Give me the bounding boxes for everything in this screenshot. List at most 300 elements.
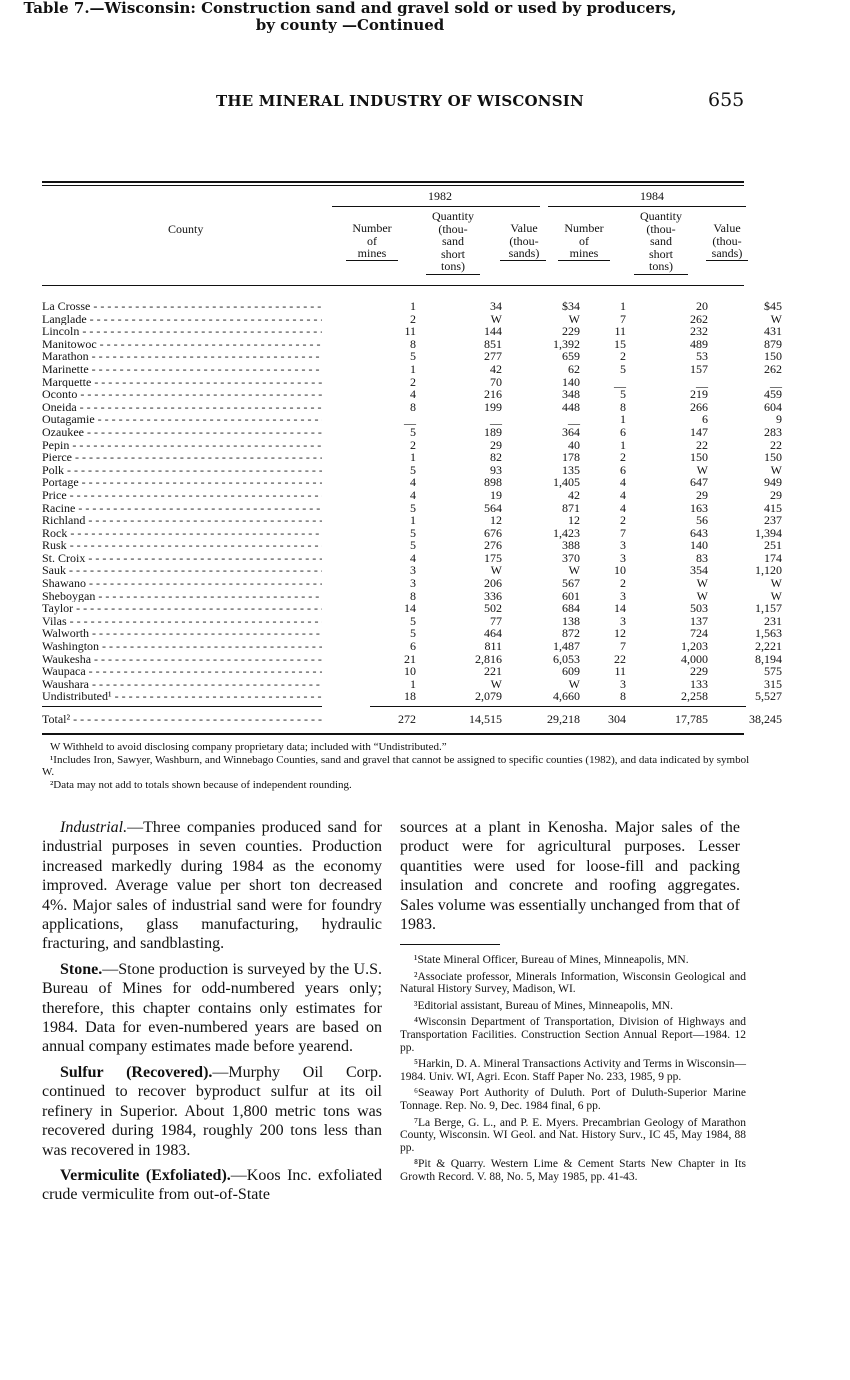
cell-quantity-1984: 489 bbox=[690, 336, 708, 351]
total-value-1984: 38,245 bbox=[749, 712, 782, 726]
cell-quantity-1982: 93 bbox=[490, 462, 502, 477]
cell-quantity-1982: 175 bbox=[484, 550, 502, 565]
cell-quantity-1984: 643 bbox=[690, 525, 708, 540]
cell-value-1984: $45 bbox=[764, 299, 782, 313]
cell-county: Marquette - - - bbox=[42, 376, 322, 389]
table-row bbox=[42, 462, 782, 477]
total-rule-values bbox=[370, 706, 746, 707]
total-mines-1982: 272 bbox=[398, 712, 416, 726]
table-row bbox=[42, 437, 782, 452]
cell-county: Polk - - - bbox=[42, 464, 322, 477]
cell-county: Waushara - - - bbox=[42, 678, 322, 691]
cell-mines-1984: 14 bbox=[614, 601, 626, 616]
cell-value-1984: 415 bbox=[764, 500, 782, 515]
total-value-1982: 29,218 bbox=[547, 712, 580, 726]
cell-value-1982: 1,405 bbox=[553, 475, 580, 490]
cell-county: Portage - - - bbox=[42, 476, 322, 489]
table-row bbox=[42, 412, 782, 427]
cell-mines-1982: 3 bbox=[410, 576, 416, 591]
cell-value-1982: W bbox=[568, 563, 580, 578]
cell-quantity-1984: __ bbox=[696, 374, 708, 389]
cell-mines-1982: 8 bbox=[410, 399, 416, 414]
cell-quantity-1982: 898 bbox=[484, 475, 502, 490]
cell-county: Undistributed¹ - - - bbox=[42, 690, 322, 703]
cell-quantity-1984: 232 bbox=[690, 324, 708, 339]
vermiculite-heading: Vermiculite (Exfoliated). bbox=[60, 1166, 231, 1184]
body-column-right bbox=[400, 818, 740, 934]
total-row bbox=[42, 712, 782, 727]
cell-quantity-1982: 189 bbox=[484, 424, 502, 439]
header-bottom-rule bbox=[42, 285, 744, 286]
table-body bbox=[42, 299, 782, 704]
cell-quantity-1982: 144 bbox=[484, 324, 502, 339]
footnote-4: ⁴Wisconsin Department of Transportation, Division of Highways and Transportation Facilities. Construction Section Annual Report—1984. 12 pp. bbox=[400, 1016, 746, 1054]
cell-mines-1984: 7 bbox=[620, 525, 626, 540]
cell-value-1982: 601 bbox=[562, 588, 580, 603]
cell-county: Lincoln - - - bbox=[42, 325, 322, 338]
cell-value-1984: W bbox=[770, 588, 782, 603]
cell-mines-1984: 8 bbox=[620, 689, 626, 704]
cell-mines-1982: 5 bbox=[410, 538, 416, 553]
cell-mines-1982: __ bbox=[404, 412, 416, 427]
cell-mines-1984: 10 bbox=[614, 563, 626, 578]
table-row bbox=[42, 299, 782, 313]
cell-mines-1982: 4 bbox=[410, 487, 416, 502]
cell-mines-1984: 8 bbox=[620, 399, 626, 414]
total-mines-1984: 304 bbox=[608, 712, 626, 726]
cell-county: Waupaca - - - bbox=[42, 665, 322, 678]
cell-quantity-1982: 216 bbox=[484, 387, 502, 402]
table-note-1: ¹Includes Iron, Sawyer, Washburn, and Winnebago Counties, sand and gravel that cannot be assigned to specific counties (1982), and data indicated by symbol W. bbox=[42, 753, 750, 779]
cell-mines-1982: 5 bbox=[410, 462, 416, 477]
table-notes bbox=[42, 741, 750, 791]
cell-mines-1984: 3 bbox=[620, 538, 626, 553]
cell-quantity-1984: 137 bbox=[690, 613, 708, 628]
cell-value-1984: 29 bbox=[770, 487, 782, 502]
cell-quantity-1984: 83 bbox=[696, 550, 708, 565]
cell-value-1984: 9 bbox=[776, 412, 782, 427]
cell-quantity-1984: 147 bbox=[690, 424, 708, 439]
cell-mines-1984: 4 bbox=[620, 487, 626, 502]
cell-mines-1984: 6 bbox=[620, 462, 626, 477]
table-row bbox=[42, 374, 782, 389]
cell-mines-1982: 18 bbox=[404, 689, 416, 704]
cell-value-1982: 871 bbox=[562, 500, 580, 515]
cell-mines-1984: 15 bbox=[614, 336, 626, 351]
cell-value-1982: 1,487 bbox=[553, 639, 580, 654]
cell-mines-1982: 3 bbox=[410, 563, 416, 578]
cell-value-1982: 684 bbox=[562, 601, 580, 616]
cell-mines-1984: 2 bbox=[620, 450, 626, 465]
cell-quantity-1984: 229 bbox=[690, 664, 708, 679]
cell-mines-1982: 5 bbox=[410, 500, 416, 515]
total-quantity-1982: 14,515 bbox=[469, 712, 502, 726]
cell-value-1984: W bbox=[770, 576, 782, 591]
table-row bbox=[42, 563, 782, 578]
cell-mines-1984: 4 bbox=[620, 500, 626, 515]
cell-quantity-1984: 157 bbox=[690, 361, 708, 376]
cell-value-1982: 12 bbox=[568, 513, 580, 528]
table-row bbox=[42, 399, 782, 414]
cell-quantity-1982: 221 bbox=[484, 664, 502, 679]
cell-value-1982: 4,660 bbox=[553, 689, 580, 704]
cell-value-1984: 604 bbox=[764, 399, 782, 414]
table-row bbox=[42, 324, 782, 339]
year-header-1982: 1982 bbox=[428, 189, 452, 203]
cell-value-1984: 431 bbox=[764, 324, 782, 339]
footnotes bbox=[400, 954, 746, 1188]
cell-quantity-1982: 34 bbox=[490, 299, 502, 313]
cell-county: Rock - - - bbox=[42, 527, 322, 540]
cell-value-1984: 283 bbox=[764, 424, 782, 439]
cell-mines-1982: 2 bbox=[410, 437, 416, 452]
cell-mines-1984: 1 bbox=[620, 299, 626, 313]
cell-mines-1984: 7 bbox=[620, 639, 626, 654]
cell-county: La Crosse - - - bbox=[42, 300, 322, 313]
table-row bbox=[42, 639, 782, 654]
col-rule-mines-1982 bbox=[346, 260, 398, 261]
table-row bbox=[42, 513, 782, 528]
footnote-1: ¹State Mineral Officer, Bureau of Mines, Minneapolis, MN. bbox=[414, 954, 689, 966]
cell-quantity-1982: 77 bbox=[490, 613, 502, 628]
cell-county: Oconto - - - bbox=[42, 388, 322, 401]
cell-quantity-1984: 56 bbox=[696, 513, 708, 528]
cell-mines-1982: 5 bbox=[410, 525, 416, 540]
cell-quantity-1984: 140 bbox=[690, 538, 708, 553]
total-rule-county bbox=[42, 706, 322, 707]
table-row bbox=[42, 361, 782, 376]
page-number: 655 bbox=[708, 89, 745, 111]
cell-county: Rusk - - - bbox=[42, 539, 322, 552]
body-column-left bbox=[42, 818, 382, 1205]
cell-quantity-1984: 262 bbox=[690, 311, 708, 326]
cell-quantity-1982: 2,816 bbox=[475, 651, 502, 666]
cell-quantity-1984: W bbox=[696, 576, 708, 591]
cell-mines-1982: 14 bbox=[404, 601, 416, 616]
cell-county: Vilas - - - bbox=[42, 615, 322, 628]
cell-value-1984: W bbox=[770, 311, 782, 326]
cell-mines-1984: 22 bbox=[614, 651, 626, 666]
cell-county: Marathon - - - bbox=[42, 350, 322, 363]
cell-county: Waukesha - - - bbox=[42, 653, 322, 666]
table-top-rule-thin bbox=[42, 185, 744, 186]
cell-quantity-1984: 724 bbox=[690, 626, 708, 641]
cell-value-1982: 609 bbox=[562, 664, 580, 679]
cell-value-1982: W bbox=[568, 676, 580, 691]
table-row bbox=[42, 626, 782, 641]
table-row bbox=[42, 336, 782, 351]
cell-mines-1982: 8 bbox=[410, 588, 416, 603]
year-1982-rule bbox=[332, 206, 540, 207]
cell-quantity-1982: 82 bbox=[490, 450, 502, 465]
cell-mines-1982: 1 bbox=[410, 513, 416, 528]
col-rule-quantity-1984 bbox=[634, 274, 688, 275]
cell-quantity-1984: W bbox=[696, 588, 708, 603]
cell-quantity-1982: 12 bbox=[490, 513, 502, 528]
cell-county: Richland - - - bbox=[42, 514, 322, 527]
cell-value-1984: 262 bbox=[764, 361, 782, 376]
cell-mines-1984: 5 bbox=[620, 361, 626, 376]
cell-mines-1982: 4 bbox=[410, 475, 416, 490]
stone-heading: Stone. bbox=[60, 960, 103, 978]
cell-value-1982: 364 bbox=[562, 424, 580, 439]
cell-value-1984: 150 bbox=[764, 450, 782, 465]
cell-mines-1984: 1 bbox=[620, 412, 626, 427]
cell-quantity-1982: 277 bbox=[484, 349, 502, 364]
cell-value-1984: __ bbox=[770, 374, 782, 389]
cell-county: Walworth - - - bbox=[42, 627, 322, 640]
county-header: County bbox=[168, 222, 204, 236]
paragraph-sulfur: Sulfur (Recovered).—Murphy Oil Corp. continued to recover byproduct sulfur at its oil refinery in Superior. About 1,800 metric tons was recovered during 1984, roughly 200 tons less than was recovered in 1983. bbox=[42, 1063, 382, 1159]
table-title-line-2: by county —Continued bbox=[255, 16, 445, 34]
cell-mines-1984: 6 bbox=[620, 424, 626, 439]
cell-value-1984: 575 bbox=[764, 664, 782, 679]
cell-mines-1982: 5 bbox=[410, 349, 416, 364]
table-row bbox=[42, 576, 782, 591]
cell-quantity-1984: 22 bbox=[696, 437, 708, 452]
footnote-rule bbox=[400, 944, 500, 945]
cell-quantity-1982: 19 bbox=[490, 487, 502, 502]
cell-value-1984: 315 bbox=[764, 676, 782, 691]
table-row bbox=[42, 311, 782, 326]
cell-mines-1982: 6 bbox=[410, 639, 416, 654]
table-row bbox=[42, 651, 782, 666]
cell-mines-1984: 2 bbox=[620, 349, 626, 364]
cell-mines-1982: 21 bbox=[404, 651, 416, 666]
table-row bbox=[42, 601, 782, 616]
table-row bbox=[42, 387, 782, 402]
cell-mines-1982: 1 bbox=[410, 450, 416, 465]
cell-value-1984: 237 bbox=[764, 513, 782, 528]
cell-quantity-1984: 503 bbox=[690, 601, 708, 616]
table-row bbox=[42, 500, 782, 515]
cell-quantity-1984: 4,000 bbox=[681, 651, 708, 666]
cell-quantity-1984: 133 bbox=[690, 676, 708, 691]
cell-mines-1984: 1 bbox=[620, 437, 626, 452]
cell-value-1982: 138 bbox=[562, 613, 580, 628]
paragraph-vermiculite-continued: sources at a plant in Kenosha. Major sales of the product were for agricultural purposes. Lesser quantities were used for loose-fill and packing insulation and concrete and roofing aggregates. Sales volume was essentially unchanged from that of 1983. bbox=[400, 819, 740, 934]
table-note-w: W Withheld to avoid disclosing company proprietary data; included with “Undistributed.” bbox=[50, 741, 447, 753]
cell-mines-1982: 11 bbox=[404, 324, 416, 339]
cell-quantity-1982: W bbox=[490, 563, 502, 578]
cell-value-1982: 388 bbox=[562, 538, 580, 553]
cell-county: Racine - - - bbox=[42, 502, 322, 515]
table-row bbox=[42, 664, 782, 679]
cell-county: Taylor - - - bbox=[42, 602, 322, 615]
cell-county: Price - - - bbox=[42, 489, 322, 502]
cell-quantity-1982: 336 bbox=[484, 588, 502, 603]
cell-quantity-1982: 276 bbox=[484, 538, 502, 553]
cell-value-1984: 1,394 bbox=[755, 525, 782, 540]
cell-mines-1984: 3 bbox=[620, 588, 626, 603]
cell-mines-1982: 4 bbox=[410, 387, 416, 402]
paragraph-stone: Stone.—Stone production is surveyed by the U.S. Bureau of Mines for odd-numbered years only; therefore, this chapter contains only estimates for 1984. Data for even-numbered years are based on annual company estimates made before yearend. bbox=[42, 960, 382, 1056]
col-rule-mines-1984 bbox=[558, 260, 610, 261]
cell-quantity-1984: 20 bbox=[696, 299, 708, 313]
table-bottom-rule bbox=[42, 733, 744, 735]
col-header-mines-1984: Number of mines bbox=[564, 221, 604, 261]
cell-quantity-1982: 811 bbox=[484, 639, 502, 654]
cell-mines-1982: 2 bbox=[410, 311, 416, 326]
cell-value-1982: 140 bbox=[562, 374, 580, 389]
cell-value-1982: 659 bbox=[562, 349, 580, 364]
table-row bbox=[42, 588, 782, 603]
cell-quantity-1984: 29 bbox=[696, 487, 708, 502]
table-row bbox=[42, 613, 782, 628]
cell-quantity-1982: 206 bbox=[484, 576, 502, 591]
total-label: Total² - - - bbox=[42, 713, 322, 726]
paragraph-industrial: Industrial.—Three companies produced sand for industrial purposes in seven counties. Production increased markedly during 1984 as the economy improved. Average value per short ton decreased 4%. Major sales of industrial sand were for foundry applications, glass manufacturing, hydraulic fracturing, and sandblasting. bbox=[42, 819, 382, 953]
cell-county: Pierce - - - bbox=[42, 451, 322, 464]
cell-value-1982: 40 bbox=[568, 437, 580, 452]
cell-value-1982: 567 bbox=[562, 576, 580, 591]
cell-mines-1982: 5 bbox=[410, 626, 416, 641]
table-row bbox=[42, 450, 782, 465]
cell-mines-1982: 8 bbox=[410, 336, 416, 351]
table-row bbox=[42, 676, 782, 691]
col-rule-quantity-1982 bbox=[426, 274, 480, 275]
industrial-heading: Industrial. bbox=[60, 819, 128, 836]
table-row bbox=[42, 475, 782, 490]
footnote-7: ⁷La Berge, G. L., and P. E. Myers. Precambrian Geology of Marathon County, Wisconsin. WI Geol. and Nat. History Surv., IC 45, May 1984, 88 pp. bbox=[400, 1116, 746, 1154]
cell-mines-1982: 10 bbox=[404, 664, 416, 679]
cell-quantity-1984: 2,258 bbox=[681, 689, 708, 704]
table-title-line-1: Table 7.—Wisconsin: Construction sand and gravel sold or used by producers, bbox=[23, 0, 677, 17]
cell-value-1984: 949 bbox=[764, 475, 782, 490]
cell-value-1984: 22 bbox=[770, 437, 782, 452]
cell-mines-1984: 2 bbox=[620, 513, 626, 528]
cell-quantity-1984: 266 bbox=[690, 399, 708, 414]
cell-quantity-1982: 2,079 bbox=[475, 689, 502, 704]
cell-mines-1982: 1 bbox=[410, 299, 416, 313]
cell-value-1982: 872 bbox=[562, 626, 580, 641]
table-title bbox=[0, 0, 700, 34]
cell-quantity-1982: 464 bbox=[484, 626, 502, 641]
cell-county: Outagamie - - - bbox=[42, 413, 322, 426]
cell-quantity-1982: W bbox=[490, 676, 502, 691]
cell-value-1984: 174 bbox=[764, 550, 782, 565]
cell-value-1984: 1,157 bbox=[755, 601, 782, 616]
cell-mines-1982: 5 bbox=[410, 613, 416, 628]
cell-value-1984: 1,563 bbox=[755, 626, 782, 641]
col-rule-value-1982 bbox=[500, 260, 546, 261]
cell-mines-1984: 3 bbox=[620, 613, 626, 628]
cell-quantity-1984: 53 bbox=[696, 349, 708, 364]
running-head: THE MINERAL INDUSTRY OF WISCONSIN bbox=[216, 92, 584, 110]
cell-value-1984: 879 bbox=[764, 336, 782, 351]
cell-value-1982: 1,392 bbox=[553, 336, 580, 351]
table-row bbox=[42, 525, 782, 540]
cell-value-1982: __ bbox=[568, 412, 580, 427]
cell-quantity-1982: 199 bbox=[484, 399, 502, 414]
cell-mines-1984: 3 bbox=[620, 676, 626, 691]
cell-county: Pepin - - - bbox=[42, 439, 322, 452]
cell-mines-1982: 4 bbox=[410, 550, 416, 565]
cell-value-1982: 229 bbox=[562, 324, 580, 339]
cell-value-1984: W bbox=[770, 462, 782, 477]
cell-value-1984: 1,120 bbox=[755, 563, 782, 578]
cell-county: Washington - - - bbox=[42, 640, 322, 653]
cell-value-1982: 370 bbox=[562, 550, 580, 565]
cell-quantity-1982: 29 bbox=[490, 437, 502, 452]
cell-mines-1982: 5 bbox=[410, 424, 416, 439]
cell-county: St. Croix - - - bbox=[42, 552, 322, 565]
footnote-2: ²Associate professor, Minerals Information, Wisconsin Geological and Natural History Survey, Madison, WI. bbox=[400, 970, 746, 996]
cell-quantity-1984: 647 bbox=[690, 475, 708, 490]
cell-quantity-1984: 1,203 bbox=[681, 639, 708, 654]
cell-quantity-1982: 42 bbox=[490, 361, 502, 376]
cell-mines-1984: 11 bbox=[614, 324, 626, 339]
cell-value-1984: 150 bbox=[764, 349, 782, 364]
table-note-2: ²Data may not add to totals shown because of independent rounding. bbox=[50, 778, 352, 791]
cell-mines-1984: 5 bbox=[620, 387, 626, 402]
year-1984-rule bbox=[548, 206, 746, 207]
col-header-value-1982: Value (thou- sands) bbox=[508, 221, 540, 261]
table-row bbox=[42, 487, 782, 502]
cell-quantity-1984: 354 bbox=[690, 563, 708, 578]
cell-quantity-1982: 676 bbox=[484, 525, 502, 540]
cell-mines-1982: 2 bbox=[410, 374, 416, 389]
cell-county: Ozaukee - - - bbox=[42, 426, 322, 439]
cell-value-1982: 448 bbox=[562, 399, 580, 414]
table-row bbox=[42, 550, 782, 565]
cell-county: Oneida - - - bbox=[42, 401, 322, 414]
cell-quantity-1982: 502 bbox=[484, 601, 502, 616]
footnote-3: ³Editorial assistant, Bureau of Mines, Minneapolis, MN. bbox=[414, 999, 673, 1012]
table-row bbox=[42, 424, 782, 439]
footnote-8: ⁸Pit & Quarry. Western Lime & Cement Starts New Chapter in Its Growth Record. V. 88, No. 5, May 1985, pp. 41-43. bbox=[400, 1158, 746, 1183]
cell-value-1982: 1,423 bbox=[553, 525, 580, 540]
cell-mines-1984: 12 bbox=[614, 626, 626, 641]
cell-county: Shawano - - - bbox=[42, 577, 322, 590]
cell-quantity-1982: 70 bbox=[490, 374, 502, 389]
cell-value-1984: 251 bbox=[764, 538, 782, 553]
table-top-rule bbox=[42, 181, 744, 183]
cell-value-1982: $34 bbox=[562, 299, 580, 313]
cell-value-1982: 135 bbox=[562, 462, 580, 477]
cell-mines-1984: __ bbox=[614, 374, 626, 389]
cell-value-1982: 6,053 bbox=[553, 651, 580, 666]
cell-quantity-1982: 851 bbox=[484, 336, 502, 351]
cell-quantity-1984: 163 bbox=[690, 500, 708, 515]
table-row bbox=[42, 538, 782, 553]
cell-mines-1982: 1 bbox=[410, 361, 416, 376]
cell-value-1984: 231 bbox=[764, 613, 782, 628]
col-header-mines-1982: Number of mines bbox=[352, 221, 392, 261]
col-header-value-1984: Value (thou- sands) bbox=[711, 221, 743, 261]
cell-mines-1984: 2 bbox=[620, 576, 626, 591]
cell-county: Sauk - - - bbox=[42, 564, 322, 577]
paragraph-vermiculite: Vermiculite (Exfoliated).—Koos Inc. exfoliated crude vermiculite from out-of-State bbox=[42, 1166, 382, 1204]
cell-value-1982: 42 bbox=[568, 487, 580, 502]
cell-quantity-1982: __ bbox=[490, 412, 502, 427]
cell-mines-1984: 4 bbox=[620, 475, 626, 490]
table-row bbox=[42, 349, 782, 364]
total-quantity-1984: 17,785 bbox=[675, 712, 708, 726]
cell-value-1984: 459 bbox=[764, 387, 782, 402]
cell-county: Langlade - - - bbox=[42, 313, 322, 326]
cell-quantity-1982: W bbox=[490, 311, 502, 326]
cell-value-1984: 2,221 bbox=[755, 639, 782, 654]
year-header-1984: 1984 bbox=[640, 189, 664, 203]
cell-quantity-1984: 6 bbox=[702, 412, 708, 427]
cell-quantity-1984: 150 bbox=[690, 450, 708, 465]
footnote-5: ⁵Harkin, D. A. Mineral Transactions Activity and Terms in Wisconsin—1984. Univ. WI, Agri. Econ. Staff Paper No. 233, 1985, 9 pp. bbox=[400, 1058, 746, 1083]
cell-value-1982: 178 bbox=[562, 450, 580, 465]
cell-county: Sheboygan - - - bbox=[42, 590, 322, 603]
cell-value-1984: 8,194 bbox=[755, 651, 782, 666]
col-header-quantity-1982: Quantity (thou- sand short tons) bbox=[432, 209, 474, 274]
